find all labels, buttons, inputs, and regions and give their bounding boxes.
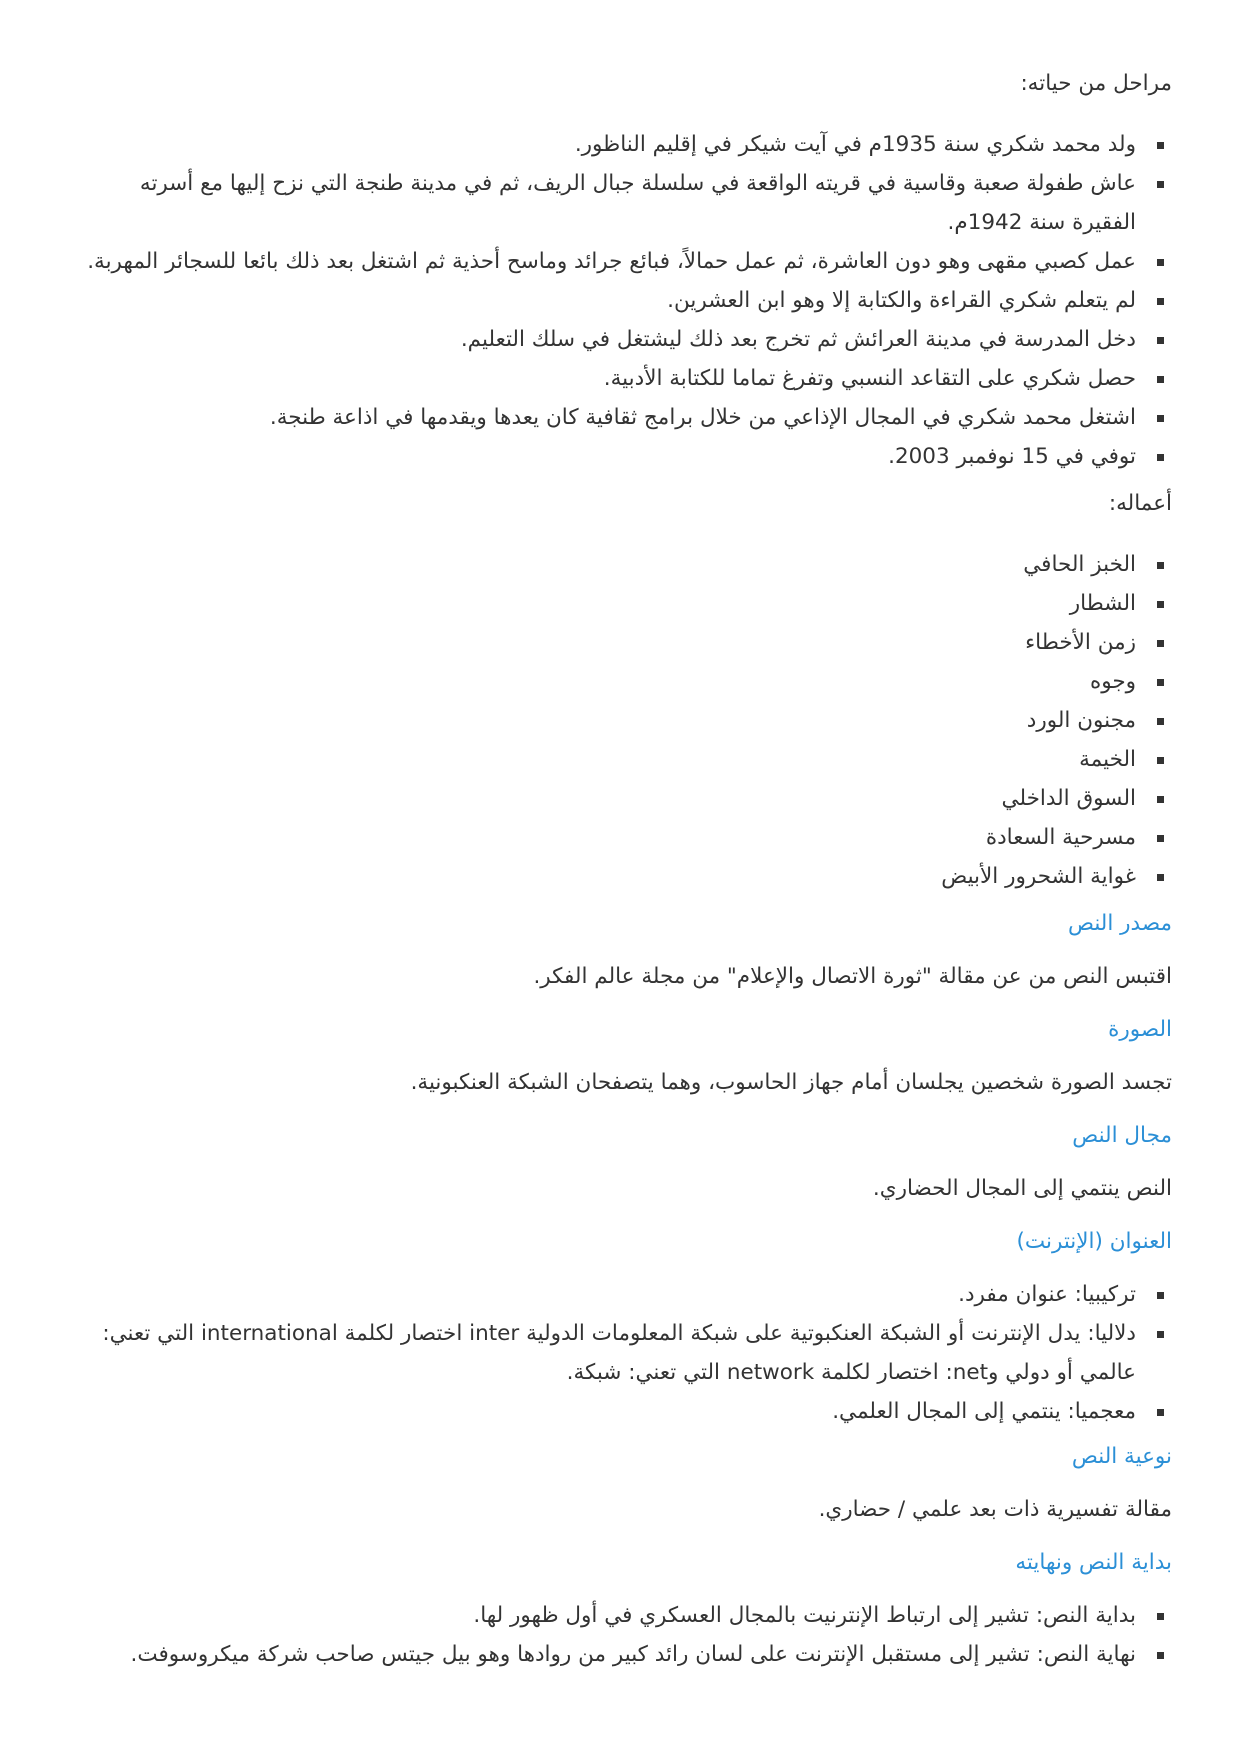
list-item xyxy=(70,584,1136,623)
list-item-text: توفي في 15 نوفمبر 2003. xyxy=(888,444,1136,469)
square-bullet-icon xyxy=(1157,1292,1164,1299)
square-bullet-icon xyxy=(1157,601,1164,608)
list-item xyxy=(70,398,1136,437)
list-item xyxy=(70,242,1136,281)
list-item xyxy=(70,818,1136,857)
beginning-end-heading: بداية النص ونهايته xyxy=(1015,1550,1172,1575)
list-item xyxy=(70,320,1136,359)
text-source-heading: مصدر النص xyxy=(1067,911,1172,936)
list-item xyxy=(70,662,1136,701)
list-item-text: دخل المدرسة في مدينة العرائش ثم تخرج بعد ذلك ليشتغل في سلك التعليم. xyxy=(460,327,1136,352)
title-heading: العنوان (الإنترنت) xyxy=(1016,1229,1172,1254)
life-stages-label: مراحل من حياته: xyxy=(1020,71,1172,96)
list-item-text: اشتغل محمد شكري في المجال الإذاعي من خلال برامج ثقافية كان يعدها ويقدمها في اذاعة طنجة. xyxy=(269,405,1136,430)
square-bullet-icon xyxy=(1157,415,1164,422)
square-bullet-icon xyxy=(1157,376,1164,383)
text-field-paragraph: النص ينتمي إلى المجال الحضاري. xyxy=(872,1176,1172,1201)
list-item xyxy=(70,437,1136,476)
list-item xyxy=(70,1275,1136,1314)
square-bullet-icon xyxy=(1157,1331,1164,1338)
list-item-text: نهاية النص: تشير إلى مستقبل الإنترنت على لسان رائد كبير من روادها وهو بيل جيتس صاحب شركة ميكروسوفت. xyxy=(130,1642,1136,1667)
list-item-text: لم يتعلم شكري القراءة والكتابة إلا وهو ابن العشرين. xyxy=(667,288,1136,313)
list-item xyxy=(70,701,1136,740)
list-item xyxy=(70,1392,1136,1431)
list-item-text: دلاليا: يدل الإنترنت أو الشبكة العنكبوتية على شبكة المعلومات الدولية inter اختصار لكلمة international التي تعني: عالمي أو دولي وnet: اختصار لكلمة network التي تعني: شبكة. xyxy=(102,1321,1136,1385)
list-item-text: زمن الأخطاء xyxy=(1025,630,1136,655)
title-analysis-list xyxy=(70,1275,1172,1431)
square-bullet-icon xyxy=(1157,1613,1164,1620)
list-item-text: ولد محمد شكري سنة 1935م في آيت شيكر في إقليم الناظور. xyxy=(574,132,1136,157)
square-bullet-icon xyxy=(1157,298,1164,305)
list-item-text: حصل شكري على التقاعد النسبي وتفرغ تماما للكتابة الأدبية. xyxy=(603,366,1136,391)
list-item-text: الخيمة xyxy=(1079,747,1136,772)
list-item xyxy=(70,125,1136,164)
square-bullet-icon xyxy=(1157,181,1164,188)
list-item-text: وجوه xyxy=(1089,669,1136,694)
text-type-paragraph: مقالة تفسيرية ذات بعد علمي / حضاري. xyxy=(818,1497,1172,1522)
works-label: أعماله: xyxy=(1108,491,1172,516)
list-item xyxy=(70,857,1136,896)
list-item xyxy=(70,623,1136,662)
list-item xyxy=(70,779,1136,818)
square-bullet-icon xyxy=(1157,718,1164,725)
square-bullet-icon xyxy=(1157,1652,1164,1659)
list-item xyxy=(70,1635,1136,1674)
list-item-text: بداية النص: تشير إلى ارتباط الإنترنيت بالمجال العسكري في أول ظهور لها. xyxy=(473,1603,1136,1628)
square-bullet-icon xyxy=(1157,679,1164,686)
list-item xyxy=(70,359,1136,398)
list-item-text: السوق الداخلي xyxy=(1001,786,1136,811)
list-item-text: عمل كصبي مقهى وهو دون العاشرة، ثم عمل حمالاً، فبائع جرائد وماسح أحذية ثم اشتغل بعد ذلك بائعا للسجائر المهربة. xyxy=(87,249,1136,274)
list-item-text: غواية الشحرور الأبيض xyxy=(941,864,1136,889)
square-bullet-icon xyxy=(1157,454,1164,461)
list-item-text: الخبز الحافي xyxy=(1023,552,1136,577)
square-bullet-icon xyxy=(1157,1409,1164,1416)
square-bullet-icon xyxy=(1157,337,1164,344)
text-type-heading: نوعية النص xyxy=(1071,1444,1172,1469)
square-bullet-icon xyxy=(1157,874,1164,881)
list-item-text: تركيبيا: عنوان مفرد. xyxy=(958,1282,1136,1307)
list-item xyxy=(70,164,1136,242)
list-item xyxy=(70,1314,1136,1392)
beginning-end-list xyxy=(70,1596,1172,1674)
life-stages-list xyxy=(70,125,1172,476)
text-field-heading: مجال النص xyxy=(1072,1123,1172,1148)
list-item-text: مجنون الورد xyxy=(1026,708,1136,733)
square-bullet-icon xyxy=(1157,562,1164,569)
list-item xyxy=(70,281,1136,320)
square-bullet-icon xyxy=(1157,796,1164,803)
square-bullet-icon xyxy=(1157,142,1164,149)
square-bullet-icon xyxy=(1157,640,1164,647)
image-heading: الصورة xyxy=(1108,1017,1172,1042)
list-item xyxy=(70,740,1136,779)
text-source-paragraph: اقتبس النص من عن مقالة "ثورة الاتصال والإعلام" من مجلة عالم الفكر. xyxy=(533,964,1172,989)
square-bullet-icon xyxy=(1157,757,1164,764)
list-item xyxy=(70,545,1136,584)
list-item-text: مسرحية السعادة xyxy=(985,825,1136,850)
square-bullet-icon xyxy=(1157,835,1164,842)
square-bullet-icon xyxy=(1157,259,1164,266)
list-item xyxy=(70,1596,1136,1635)
image-paragraph: تجسد الصورة شخصين يجلسان أمام جهاز الحاسوب، وهما يتصفحان الشبكة العنكبونية. xyxy=(410,1070,1172,1095)
list-item-text: عاش طفولة صعبة وقاسية في قريته الواقعة في سلسلة جبال الريف، ثم في مدينة طنجة التي نزح إليها مع أسرته الفقيرة سنة 1942م. xyxy=(139,171,1136,235)
list-item-text: معجميا: ينتمي إلى المجال العلمي. xyxy=(832,1399,1136,1424)
works-list xyxy=(70,545,1172,896)
list-item-text: الشطار xyxy=(1069,591,1136,616)
